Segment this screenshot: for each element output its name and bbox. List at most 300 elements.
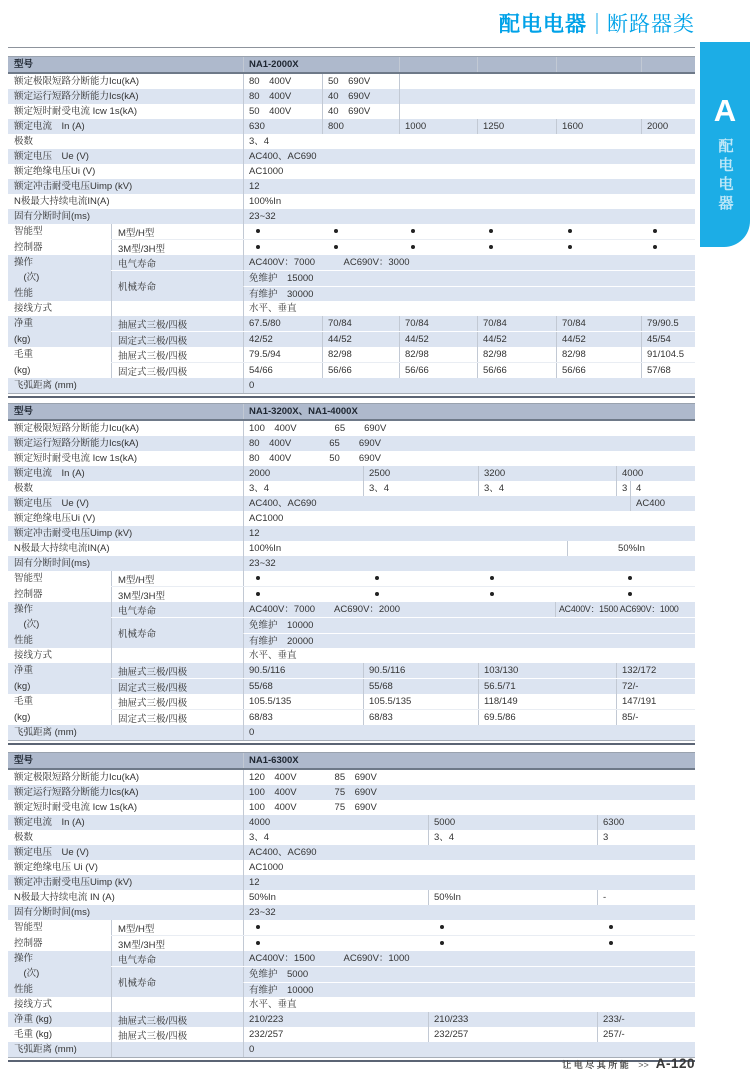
spec-row-group: [8, 815, 695, 830]
spec-value: 45/54: [641, 332, 695, 347]
spec-label: 极数: [14, 483, 34, 494]
spec-value: 56/66: [477, 363, 556, 378]
spec-value: 3、4: [243, 134, 695, 149]
spec-sublabel: [111, 301, 243, 316]
spec-row: [111, 694, 695, 709]
bullet-cell: [428, 920, 597, 935]
bullet-dot-icon: [375, 592, 379, 596]
spec-row-group: [8, 255, 695, 301]
spec-value: 82/98: [399, 347, 477, 362]
spec-row: [111, 255, 695, 270]
spec-label: 额定绝缘电压Ui (V): [14, 513, 96, 524]
spec-value: 67.5/80: [243, 316, 322, 331]
spec-label: 毛重 (kg): [14, 696, 34, 723]
spec-label: 额定短时耐受电流 Icw 1s(kA): [14, 453, 137, 464]
spec-value: 44/52: [322, 332, 399, 347]
spec-value: 68/83: [243, 710, 363, 725]
spec-value: 5000: [428, 815, 597, 830]
spec-row-group: [8, 602, 695, 648]
spec-value: AC400V：7000 AC690V：2000: [243, 602, 555, 617]
spec-row-group: [8, 134, 695, 149]
spec-label: 额定电流 In (A): [14, 468, 85, 479]
bullet-cell: [399, 224, 477, 239]
spec-row: [243, 556, 695, 571]
spec-row-group: [8, 648, 695, 663]
spec-label: 毛重 (kg): [14, 1029, 53, 1040]
spec-row: [243, 526, 695, 541]
spec-sublabel: 3M型/3H型: [111, 240, 243, 255]
spec-sublabel: 机械寿命: [111, 618, 243, 648]
spec-label: 额定绝缘电压 Ui (V): [14, 862, 98, 873]
spec-row: [243, 905, 695, 920]
section-tab: [700, 42, 750, 247]
spec-value: 12: [243, 179, 695, 194]
spec-row: [243, 74, 695, 89]
spec-sublabel: 电气寿命: [111, 951, 243, 966]
spec-value: 100%In: [243, 194, 695, 209]
bullet-dot-icon: [256, 925, 260, 929]
spec-label: 额定短时耐受电流 Icw 1s(kA): [14, 802, 137, 813]
spec-value: 82/98: [477, 347, 556, 362]
bullet-cell: [556, 224, 641, 239]
spec-row: [111, 617, 695, 648]
spec-value: 56.5/71: [478, 679, 616, 694]
bullet-cell: [363, 571, 478, 586]
spec-row-group: [8, 89, 695, 104]
spec-row-group: [8, 1027, 695, 1042]
spec-row-group: [8, 511, 695, 526]
bullet-dot-icon: [256, 245, 260, 249]
spec-value: 有维护 10000: [243, 982, 695, 997]
spec-row-group: [8, 694, 695, 725]
spec-value: 6300: [597, 815, 695, 830]
spec-value: 85/-: [616, 710, 695, 725]
spec-value: AC400: [630, 496, 695, 511]
spec-table: [8, 56, 695, 398]
spec-value: 120 400V 85 690V: [243, 770, 695, 785]
spec-row-group: [8, 179, 695, 194]
spec-row-group: [8, 451, 695, 466]
bullet-cell: [477, 224, 556, 239]
spec-row: [243, 421, 695, 436]
spec-row: [243, 845, 695, 860]
spec-value: 免维护 10000: [243, 618, 695, 633]
spec-value: 50 690V: [322, 74, 399, 89]
spec-label: 毛重 (kg): [14, 349, 34, 376]
spec-value: 水平、垂直: [243, 301, 695, 316]
spec-value: 82/98: [556, 347, 641, 362]
bullet-cell: [243, 920, 428, 935]
spec-row: [111, 920, 695, 935]
spec-row-group: [8, 951, 695, 997]
spec-row: [243, 451, 695, 466]
spec-label: 额定电压 Ue (V): [14, 151, 89, 162]
spec-value: AC400V：7000 AC690V：3000: [243, 255, 695, 270]
spec-sublabel: M型/H型: [111, 571, 243, 586]
spec-value: 40 690V: [322, 104, 399, 119]
spec-row: [243, 89, 695, 104]
spec-value: 3、4: [363, 481, 478, 496]
spec-value: AC400、AC690: [243, 149, 695, 164]
spec-row-group: [8, 164, 695, 179]
category-title: 配电电器: [499, 13, 587, 36]
model-name: NA1-6300X: [243, 753, 695, 768]
spec-row: [243, 875, 695, 890]
spec-value: 70/84: [477, 316, 556, 331]
spec-label: 飞弧距离 (mm): [14, 380, 77, 391]
spec-value: 50%In: [567, 541, 695, 556]
spec-value: 210/223: [243, 1012, 428, 1027]
spec-label: 额定短时耐受电流 Icw 1s(kA): [14, 106, 137, 117]
spec-row-group: [8, 149, 695, 164]
spec-label: 额定冲击耐受电压Uimp (kV): [14, 528, 133, 539]
spec-value: 3: [616, 481, 630, 496]
spec-value: 82/98: [322, 347, 399, 362]
spec-row-group: [8, 301, 695, 316]
spec-row-group: [8, 74, 695, 89]
spec-row-group: [8, 556, 695, 571]
bullet-cell: [243, 587, 363, 602]
bullet-dot-icon: [334, 229, 338, 233]
spec-value: 100%In: [243, 541, 567, 556]
bullet-cell: [363, 587, 478, 602]
spec-value: 3: [597, 830, 695, 845]
spec-value: 70/84: [399, 316, 477, 331]
spec-row: [111, 709, 695, 725]
spec-value: AC400V：1500 AC690V：1000: [243, 951, 695, 966]
spec-row: [243, 481, 695, 496]
spec-label: 操作 (次) 性能: [14, 257, 40, 299]
spec-value: 有维护 20000: [243, 633, 695, 648]
model-label: 型号: [14, 406, 34, 417]
bullet-dot-icon: [490, 592, 494, 596]
spec-value: 42/52: [243, 332, 322, 347]
spec-label: 净重 (kg): [14, 665, 34, 692]
spec-value: 90.5/116: [243, 663, 363, 678]
spec-label: 固有分断时间(ms): [14, 907, 90, 918]
spec-label: 操作 (次) 性能: [14, 604, 40, 646]
table-bottom-rule: [8, 740, 695, 745]
spec-row: [111, 347, 695, 362]
spec-row: [243, 496, 695, 511]
bullet-dot-icon: [490, 576, 494, 580]
spec-row: [111, 678, 695, 694]
spec-label: 额定极限短路分断能力Icu(kA): [14, 76, 140, 87]
model-name: NA1-2000X: [243, 57, 399, 72]
bullet-cell: [616, 571, 695, 586]
spec-sublabel: 固定式三极/四极: [111, 710, 243, 725]
spec-value: 68/83: [363, 710, 478, 725]
spec-sublabel: 固定式三极/四极: [111, 363, 243, 378]
spec-row-group: [8, 347, 695, 378]
spec-value: 105.5/135: [243, 694, 363, 709]
spec-value: 147/191: [616, 694, 695, 709]
spec-row-group: [8, 845, 695, 860]
spec-row: [111, 316, 695, 331]
spec-value: 56/66: [556, 363, 641, 378]
table-header-row: [8, 57, 695, 74]
bullet-cell: [243, 224, 322, 239]
spec-label: 额定极限短路分断能力Icu(kA): [14, 772, 140, 783]
table-header-row: [8, 753, 695, 770]
spec-value: 3、4: [428, 830, 597, 845]
spec-sublabel: 抽屉式三极/四极: [111, 1027, 243, 1042]
bullet-dot-icon: [609, 941, 613, 945]
spec-row-group: [8, 890, 695, 905]
spec-label: 额定电流 In (A): [14, 121, 85, 132]
bullet-dot-icon: [440, 941, 444, 945]
spec-row: [243, 164, 695, 179]
spec-sublabel: M型/H型: [111, 920, 243, 935]
page-footer: [562, 1056, 695, 1071]
spec-row-group: [8, 725, 695, 740]
bullet-dot-icon: [568, 229, 572, 233]
bullet-cell: [322, 224, 399, 239]
bullet-cell: [243, 936, 428, 951]
spec-label: N极最大持续电流 IN (A): [14, 892, 115, 903]
bullet-dot-icon: [256, 941, 260, 945]
bullet-cell: [556, 240, 641, 255]
spec-label: 净重 (kg): [14, 318, 34, 345]
spec-value: 105.5/135: [363, 694, 478, 709]
spec-row: [111, 571, 695, 586]
spec-value: 232/257: [428, 1027, 597, 1042]
spec-value: 2000: [243, 466, 363, 481]
spec-row-group: [8, 496, 695, 511]
spec-sublabel: 电气寿命: [111, 602, 243, 617]
spec-row: [111, 331, 695, 347]
spec-value: 3、4: [243, 481, 363, 496]
bullet-cell: [243, 571, 363, 586]
spec-value: 23~32: [243, 905, 695, 920]
bullet-dot-icon: [334, 245, 338, 249]
spec-row: [243, 785, 695, 800]
spec-row: [111, 301, 695, 316]
spec-value: 23~32: [243, 556, 695, 571]
subcategory-title: 断路器类: [607, 13, 695, 36]
spec-value: 免维护 5000: [243, 967, 695, 982]
spec-label: 额定极限短路分断能力Icu(kA): [14, 423, 140, 434]
spec-label: 额定电压 Ue (V): [14, 847, 89, 858]
spec-row: [243, 179, 695, 194]
spec-value: 79/90.5: [641, 316, 695, 331]
spec-label: 固有分断时间(ms): [14, 558, 90, 569]
bullet-dot-icon: [256, 592, 260, 596]
spec-value: [399, 74, 695, 89]
spec-row: [243, 378, 695, 393]
spec-label: 飞弧距离 (mm): [14, 727, 77, 738]
bullet-dot-icon: [440, 925, 444, 929]
section-letter: A: [713, 93, 737, 128]
bullet-dot-icon: [256, 229, 260, 233]
spec-value: 50 400V: [243, 104, 322, 119]
spec-label: 智能型 控制器: [14, 226, 43, 253]
bullet-dot-icon: [411, 245, 415, 249]
spec-value: 69.5/86: [478, 710, 616, 725]
title-divider: [596, 13, 598, 34]
footer-slogan: 让电尽其所能: [562, 1060, 632, 1070]
spec-sublabel: 抽屉式三极/四极: [111, 347, 243, 362]
spec-row-group: [8, 104, 695, 119]
spec-value: 50%In: [428, 890, 597, 905]
spec-value: 90.5/116: [363, 663, 478, 678]
bullet-dot-icon: [568, 245, 572, 249]
spec-value: 70/84: [556, 316, 641, 331]
spec-sublabel: 抽屉式三极/四极: [111, 663, 243, 678]
spec-row-group: [8, 830, 695, 845]
spec-row: [243, 860, 695, 875]
spec-value: 0: [243, 725, 695, 740]
spec-row: [111, 1042, 695, 1057]
spec-value: 3、4: [478, 481, 616, 496]
spec-value: 132/172: [616, 663, 695, 678]
spec-value: 3、4: [243, 830, 428, 845]
spec-value: 4000: [243, 815, 428, 830]
spec-row: [111, 602, 695, 617]
spec-value: 100 400V 75 690V: [243, 800, 695, 815]
spec-label: 极数: [14, 136, 34, 147]
spec-sublabel: 抽屉式三极/四极: [111, 1012, 243, 1027]
spec-value: AC400V：1500 AC690V：1000: [555, 602, 695, 617]
section-label: 配电电器: [716, 138, 734, 214]
spec-value: 232/257: [243, 1027, 428, 1042]
spec-value: 水平、垂直: [243, 648, 695, 663]
spec-row: [111, 224, 695, 239]
spec-value: 免维护 15000: [243, 271, 695, 286]
spec-value: 44/52: [477, 332, 556, 347]
spec-table: [8, 403, 695, 745]
spec-value: 1000: [399, 119, 477, 134]
spec-label: 接线方式: [14, 650, 53, 661]
bullet-dot-icon: [653, 229, 657, 233]
spec-row: [111, 966, 695, 997]
spec-value: AC1000: [243, 860, 695, 875]
bullet-cell: [597, 920, 695, 935]
bullet-cell: [478, 587, 616, 602]
spec-row: [243, 119, 695, 134]
spec-value: 50%In: [243, 890, 428, 905]
spec-row: [111, 1027, 695, 1042]
spec-value: 233/-: [597, 1012, 695, 1027]
model-name: NA1-3200X、NA1-4000X: [243, 404, 695, 419]
spec-sublabel: 电气寿命: [111, 255, 243, 270]
spec-label: 额定运行短路分断能力Ics(kA): [14, 787, 139, 798]
spec-row: [243, 511, 695, 526]
bullet-dot-icon: [489, 245, 493, 249]
spec-value: 80 400V 50 690V: [243, 451, 695, 466]
spec-row-group: [8, 1012, 695, 1027]
spec-label: 智能型 控制器: [14, 573, 43, 600]
spec-value: 100 400V 75 690V: [243, 785, 695, 800]
model-name: [477, 57, 556, 72]
spec-row: [243, 770, 695, 785]
spec-label: N极最大持续电流IN(A): [14, 543, 110, 554]
spec-sublabel: 3M型/3H型: [111, 936, 243, 951]
spec-value: 0: [243, 1042, 695, 1057]
spec-row: [111, 586, 695, 602]
model-name: [399, 57, 477, 72]
spec-value: 4000: [616, 466, 695, 481]
spec-value: 630: [243, 119, 322, 134]
spec-value: 800: [322, 119, 399, 134]
spec-value: 44/52: [399, 332, 477, 347]
model-label: 型号: [14, 59, 34, 70]
spec-label: 极数: [14, 832, 34, 843]
spec-sublabel: [111, 648, 243, 663]
spec-row: [243, 800, 695, 815]
spec-row-group: [8, 194, 695, 209]
spec-row: [243, 541, 695, 556]
spec-value: 2500: [363, 466, 478, 481]
spec-sublabel: 固定式三极/四极: [111, 332, 243, 347]
model-name: [641, 57, 695, 72]
spec-value: 80 400V 65 690V: [243, 436, 695, 451]
bullet-cell: [641, 240, 695, 255]
spec-row-group: [8, 316, 695, 347]
spec-row: [243, 466, 695, 481]
spec-row: [243, 725, 695, 740]
spec-row: [111, 270, 695, 301]
spec-row: [243, 149, 695, 164]
spec-row-group: [8, 663, 695, 694]
spec-value: 91/104.5: [641, 347, 695, 362]
spec-sublabel: [111, 997, 243, 1012]
header-rule: [8, 47, 695, 48]
spec-row-group: [8, 905, 695, 920]
spec-value: AC400、AC690: [243, 845, 695, 860]
spec-value: 1250: [477, 119, 556, 134]
spec-label: 额定运行短路分断能力Ics(kA): [14, 438, 139, 449]
spec-value: AC1000: [243, 511, 695, 526]
spec-value: 72/-: [616, 679, 695, 694]
spec-value: 79.5/94: [243, 347, 322, 362]
spec-row: [111, 935, 695, 951]
spec-row: [111, 997, 695, 1012]
bullet-cell: [477, 240, 556, 255]
spec-label: 操作 (次) 性能: [14, 953, 40, 995]
spec-row-group: [8, 466, 695, 481]
bullet-dot-icon: [628, 592, 632, 596]
spec-label: 智能型 控制器: [14, 922, 43, 949]
spec-row: [243, 209, 695, 224]
model-name: [556, 57, 641, 72]
spec-row-group: [8, 1042, 695, 1057]
bullet-cell: [399, 240, 477, 255]
spec-row-group: [8, 526, 695, 541]
spec-row: [243, 815, 695, 830]
bullet-cell: [243, 240, 322, 255]
bullet-dot-icon: [628, 576, 632, 580]
spec-row: [111, 362, 695, 378]
spec-row: [243, 436, 695, 451]
spec-sublabel: 抽屉式三极/四极: [111, 694, 243, 709]
bullet-cell: [478, 571, 616, 586]
page-title: [499, 8, 695, 38]
spec-label: 额定冲击耐受电压Uimp (kV): [14, 181, 133, 192]
spec-value: [399, 104, 695, 119]
footer-arrows-icon: >>: [638, 1060, 649, 1070]
spec-value: 103/130: [478, 663, 616, 678]
spec-row-group: [8, 571, 695, 602]
spec-row-group: [8, 378, 695, 393]
spec-value: 12: [243, 526, 695, 541]
spec-value: 23~32: [243, 209, 695, 224]
spec-value: -: [597, 890, 695, 905]
spec-value: 0: [243, 378, 695, 393]
spec-row: [243, 194, 695, 209]
spec-value: 210/233: [428, 1012, 597, 1027]
bullet-cell: [322, 240, 399, 255]
